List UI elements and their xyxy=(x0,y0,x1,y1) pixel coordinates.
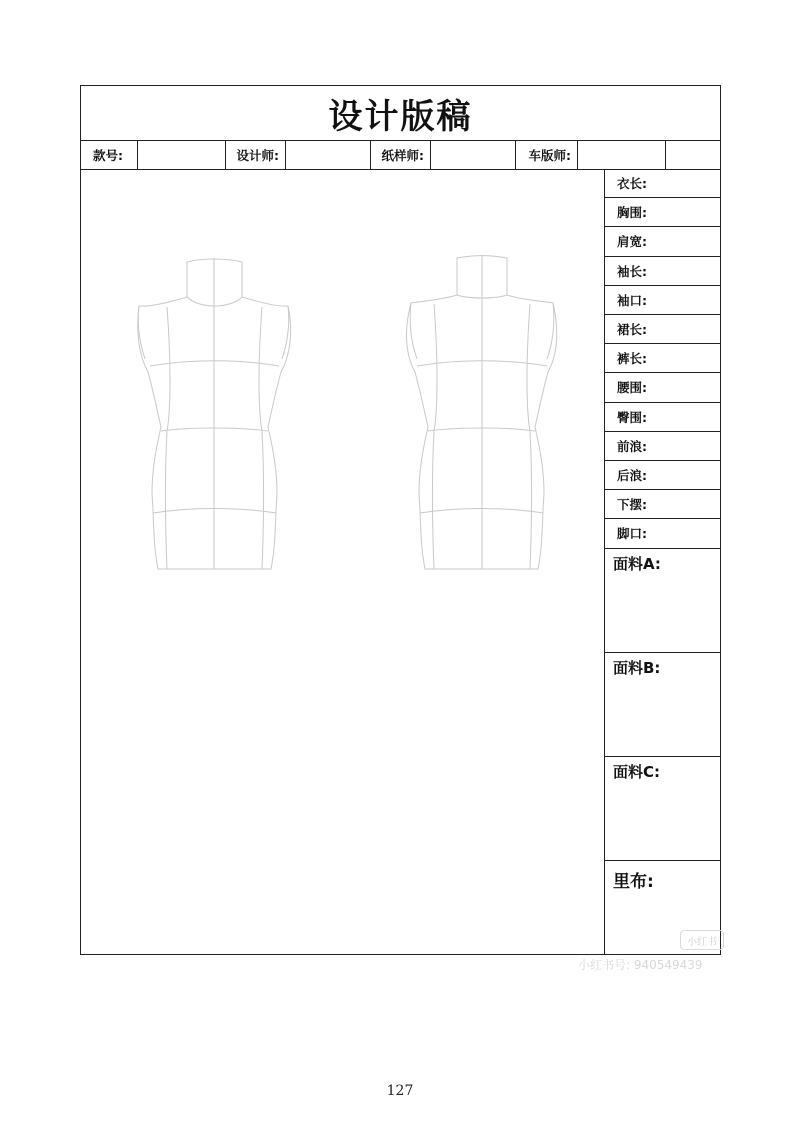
sample-maker-field[interactable] xyxy=(578,140,666,169)
designer-label: 设计师: xyxy=(226,140,286,169)
pattern-maker-label: 纸样师: xyxy=(371,140,431,169)
dress-forms xyxy=(81,169,604,954)
measure-pants-length[interactable]: 裤长: xyxy=(605,344,720,373)
sample-maker-label: 车版师: xyxy=(516,140,578,169)
fabric-c[interactable]: 面料C: xyxy=(605,757,720,861)
measure-hem[interactable]: 下摆: xyxy=(605,490,720,519)
sheet-title: 设计版稿 xyxy=(81,86,720,141)
style-no-field[interactable] xyxy=(138,140,226,169)
measure-length[interactable]: 衣长: xyxy=(605,169,720,198)
measure-bust[interactable]: 胸围: xyxy=(605,198,720,227)
measure-back-rise[interactable]: 后浪: xyxy=(605,461,720,490)
drawing-area[interactable] xyxy=(81,169,604,954)
measure-leg-opening[interactable]: 脚口: xyxy=(605,519,720,548)
measure-waist[interactable]: 腰围: xyxy=(605,373,720,402)
spec-column xyxy=(604,169,720,954)
fabric-b[interactable]: 面料B: xyxy=(605,653,720,757)
measure-sleeve-length[interactable]: 袖长: xyxy=(605,257,720,286)
lining[interactable]: 里布: xyxy=(613,871,654,892)
front-dress-form xyxy=(138,258,291,569)
measure-hip[interactable]: 臀围: xyxy=(605,403,720,432)
designer-field[interactable] xyxy=(286,140,371,169)
back-dress-form xyxy=(406,255,556,569)
design-sheet xyxy=(80,85,721,955)
measure-skirt-length[interactable]: 裙长: xyxy=(605,315,720,344)
header-row xyxy=(81,140,720,170)
measure-cuff[interactable]: 袖口: xyxy=(605,286,720,315)
page-number: 127 xyxy=(386,1083,414,1099)
watermark-text: 小红书号: 940549439 xyxy=(578,958,703,972)
measure-shoulder[interactable]: 肩宽: xyxy=(605,227,720,256)
fabric-a[interactable]: 面料A: xyxy=(605,549,720,653)
watermark-logo: 小红书 xyxy=(680,930,724,950)
style-no-label: 款号: xyxy=(81,140,138,169)
header-extra-field[interactable] xyxy=(666,140,719,169)
pattern-maker-field[interactable] xyxy=(431,140,516,169)
measure-front-rise[interactable]: 前浪: xyxy=(605,432,720,461)
